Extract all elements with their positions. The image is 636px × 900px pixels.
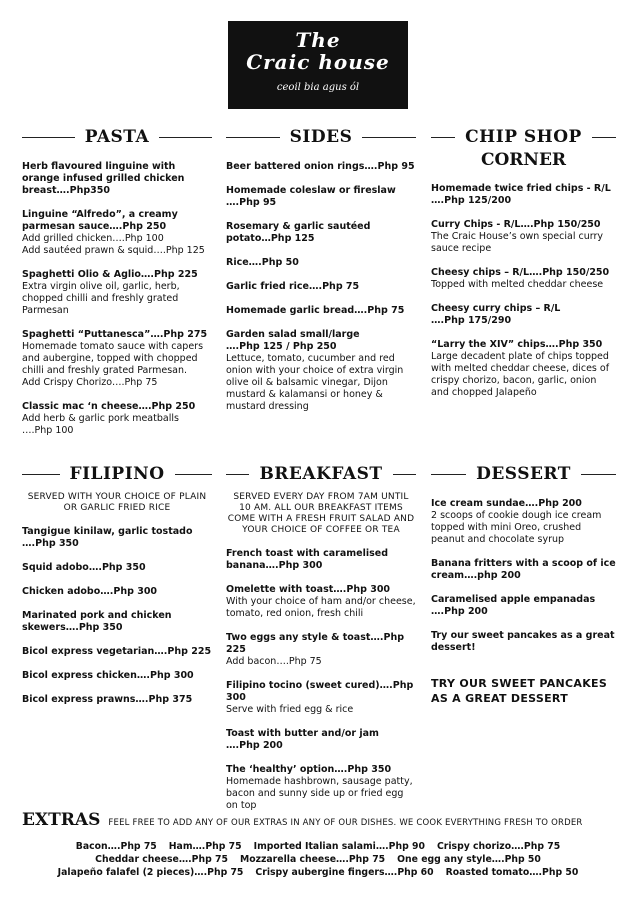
logo-line-2: Craic house [246, 50, 390, 74]
menu-item [226, 161, 416, 173]
menu-item-description: Extra virgin olive oil, garlic, herb, chopped chilli and freshly grated Parmesan [22, 281, 180, 316]
menu-item-title: Linguine “Alfredo”, a creamy parmesan sauce….Php 250 [22, 209, 178, 232]
logo-tagline: ceoil bia agus ól [276, 82, 360, 93]
menu-item [22, 562, 212, 574]
section-sides [226, 125, 416, 413]
menu-item-title: Classic mac ‘n cheese….Php 250 [22, 401, 196, 412]
section-chip-shop-corner [431, 125, 616, 399]
heading-rule-right [393, 474, 416, 475]
section-title: FILIPINO [69, 464, 165, 484]
menu-item-list [226, 548, 416, 812]
menu-item [22, 161, 212, 197]
menu-item [22, 670, 212, 682]
menu-item-title: Bicol express prawns….Php 375 [22, 694, 193, 705]
extra-item: Cheddar cheese….Php 75 [95, 854, 228, 865]
extra-item: One egg any style….Php 50 [397, 854, 541, 865]
menu-item-description: Lettuce, tomato, cucumber and red onion with your choice of extra virgin olive oil & balsamic vinegar, Dijon mustard & kalamansi or honey & mustard dressing [226, 353, 404, 412]
extras-header [22, 810, 583, 830]
menu-item-description: Add grilled chicken….Php 100 Add sautéed prawn & squid….Php 125 [22, 233, 205, 256]
menu-item-title: Homemade twice fried chips - R/L ….Php 125/200 [431, 183, 611, 206]
menu-item [431, 498, 616, 546]
section-filipino [22, 462, 212, 706]
section-dessert [431, 462, 616, 706]
extra-item: Mozzarella cheese….Php 75 [239, 854, 386, 865]
extra-item: Crispy aubergine fingers….Php 60 [255, 867, 434, 878]
menu-item-title: Bicol express vegetarian….Php 225 [22, 646, 212, 657]
section-heading [22, 462, 212, 486]
section-title: SIDES [289, 127, 353, 147]
menu-item-list [431, 498, 616, 654]
extras-note: FEEL FREE TO ADD ANY OF OUR EXTRAS IN ANY OF OUR DISHES. WE COOK EVERYTHING FRESH TO ORDER [108, 818, 583, 828]
menu-item [22, 610, 212, 634]
menu-item [22, 586, 212, 598]
menu-item-title: Chicken adobo….Php 300 [22, 586, 158, 597]
heading-rule-right [175, 474, 213, 475]
section-heading [226, 125, 416, 149]
menu-item-description: Topped with melted cheddar cheese [431, 279, 604, 290]
menu-item-title: Garlic fried rice….Php 75 [226, 281, 360, 292]
menu-item [226, 305, 416, 317]
menu-item-title: Herb flavoured linguine with orange infused grilled chicken breast….Php350 [22, 161, 185, 196]
menu-item-title: The ‘healthy’ option….Php 350 [226, 764, 392, 775]
menu-item-title: Cheesy chips – R/L….Php 150/250 [431, 267, 610, 278]
heading-rule-right [592, 137, 616, 138]
menu-item-description: Homemade hashbrown, sausage patty, bacon and sunny side up or fried egg on top [226, 776, 413, 811]
menu-item-title: Ice cream sundae….Php 200 [431, 498, 582, 509]
section-title: PASTA [84, 127, 150, 147]
menu-item [431, 558, 616, 582]
menu-item [226, 764, 416, 812]
menu-item-list [22, 526, 212, 706]
section-title: DESSERT [476, 464, 571, 484]
menu-item-title: Caramelised apple empanadas ….Php 200 [431, 594, 596, 617]
menu-item-description: 2 scoops of cookie dough ice cream topped with mini Oreo, crushed peanut and chocolate syrup [431, 510, 602, 545]
extras-line [0, 853, 636, 866]
menu-item [431, 339, 616, 399]
menu-item-description: The Craic House’s own special curry sauce recipe [431, 231, 603, 254]
section-note: SERVED WITH YOUR CHOICE OF PLAIN OR GARLIC FRIED RICE [27, 492, 207, 513]
menu-item [226, 281, 416, 293]
menu-item-title: Rice….Php 50 [226, 257, 299, 268]
menu-item [431, 594, 616, 618]
menu-item-description: Serve with fried egg & rice [226, 704, 354, 715]
menu-item-title: “Larry the XIV” chips….Php 350 [431, 339, 603, 350]
extra-item: Roasted tomato….Php 50 [445, 867, 579, 878]
menu-item [226, 728, 416, 752]
menu-item [22, 401, 212, 437]
menu-item-title: Homemade garlic bread….Php 75 [226, 305, 405, 316]
section-heading [431, 125, 616, 149]
menu-item-title: Marinated pork and chicken skewers….Php 350 [22, 610, 172, 633]
menu-item [431, 630, 616, 654]
menu-item-description: Homemade tomato sauce with capers and aubergine, topped with chopped chilli and freshly grated Parmesan. Add Crispy Chorizo….Php 75 [22, 341, 204, 388]
menu-item-title: Omelette with toast….Php 300 [226, 584, 391, 595]
extra-item: Imported Italian salami….Php 90 [253, 841, 425, 852]
heading-rule-left [431, 137, 455, 138]
menu-item-title: Try our sweet pancakes as a great dessert! [431, 630, 615, 653]
section-breakfast [226, 462, 416, 812]
menu-item-list [431, 183, 616, 399]
menu-item [226, 257, 416, 269]
menu-item-title: Bicol express chicken….Php 300 [22, 670, 194, 681]
menu-item-title: Garden salad small/large ….Php 125 / Php 250 [226, 329, 360, 352]
extra-item: Crispy chorizo….Php 75 [436, 841, 561, 852]
section-title: CHIP SHOP [465, 127, 582, 147]
section-heading [431, 462, 616, 486]
menu-item [22, 269, 212, 317]
menu-item-description: With your choice of ham and/or cheese, tomato, red onion, fresh chili [226, 596, 416, 619]
menu-item-title: Spaghetti Olio & Aglio….Php 225 [22, 269, 198, 280]
menu-item [22, 526, 212, 550]
menu-item-title: Squid adobo….Php 350 [22, 562, 146, 573]
extras-line [0, 866, 636, 879]
menu-item [226, 329, 416, 413]
heading-rule-left [226, 474, 249, 475]
menu-item [22, 209, 212, 257]
heading-rule-right [362, 137, 416, 138]
menu-item [226, 221, 416, 245]
menu-item [226, 632, 416, 668]
section-pasta [22, 125, 212, 437]
menu-item-title: Spaghetti “Puttanesca”….Php 275 [22, 329, 208, 340]
extra-item: Ham….Php 75 [168, 841, 242, 852]
section-heading [22, 125, 212, 149]
heading-rule-left [226, 137, 280, 138]
section-heading [226, 462, 416, 486]
menu-item-title: Tangigue kinilaw, garlic tostado ….Php 350 [22, 526, 193, 549]
menu-item-list [22, 161, 212, 437]
menu-item-description: Large decadent plate of chips topped with melted cheddar cheese, dices of crispy chorizo, bacon, garlic, onion and chopped Jalapeño [431, 351, 610, 398]
heading-rule-left [431, 474, 466, 475]
menu-item [226, 584, 416, 620]
menu-item [226, 185, 416, 209]
menu-item-title: Filipino tocino (sweet cured)….Php 300 [226, 680, 414, 703]
menu-item-title: Banana fritters with a scoop of ice cream….php 200 [431, 558, 616, 581]
menu-item-list [226, 161, 416, 413]
section-title-line-2: CORNER [480, 150, 567, 170]
heading-rule-left [22, 474, 60, 475]
menu-item [22, 694, 212, 706]
section-title: BREAKFAST [259, 464, 383, 484]
heading-rule-right [159, 137, 212, 138]
heading-rule-left [22, 137, 75, 138]
menu-item [226, 680, 416, 716]
logo-line-1: The [295, 28, 341, 52]
menu-item-title: Toast with butter and/or jam ….Php 200 [226, 728, 379, 751]
menu-item-title: Curry Chips - R/L….Php 150/250 [431, 219, 601, 230]
dessert-callout: TRY OUR SWEET PANCAKES AS A GREAT DESSERT [431, 677, 608, 705]
extras-line [0, 840, 636, 853]
menu-item [22, 646, 212, 658]
extra-item: Jalapeño falafel (2 pieces)….Php 75 [57, 867, 244, 878]
menu-item [22, 329, 212, 389]
menu-item [431, 303, 616, 327]
restaurant-logo [228, 21, 408, 109]
menu-item [431, 183, 616, 207]
section-title: EXTRAS [22, 810, 101, 830]
section-note: SERVED EVERY DAY FROM 7AM UNTIL 10 AM. ALL OUR BREAKFAST ITEMS COME WITH A FRESH FRUIT SALAD AND YOUR CHOICE OF COFFEE OR TEA [227, 492, 415, 535]
extras-list [0, 840, 636, 879]
heading-rule-right [581, 474, 616, 475]
menu-item-title: Beer battered onion rings….Php 95 [226, 161, 415, 172]
menu-item-description: Add bacon….Php 75 [226, 656, 322, 667]
menu-item [431, 267, 616, 291]
menu-item [431, 219, 616, 255]
menu-item-title: Two eggs any style & toast….Php 225 [226, 632, 405, 655]
menu-item-title: French toast with caramelised banana….Php 300 [226, 548, 388, 571]
menu-item-title: Rosemary & garlic sautéed potato…Php 125 [226, 221, 371, 244]
menu-item-title: Cheesy curry chips – R/L ….Php 175/290 [431, 303, 561, 326]
menu-item-description: Add herb & garlic pork meatballs ….Php 100 [22, 413, 179, 436]
extra-item: Bacon….Php 75 [75, 841, 157, 852]
menu-item [226, 548, 416, 572]
menu-item-title: Homemade coleslaw or fireslaw ….Php 95 [226, 185, 396, 208]
